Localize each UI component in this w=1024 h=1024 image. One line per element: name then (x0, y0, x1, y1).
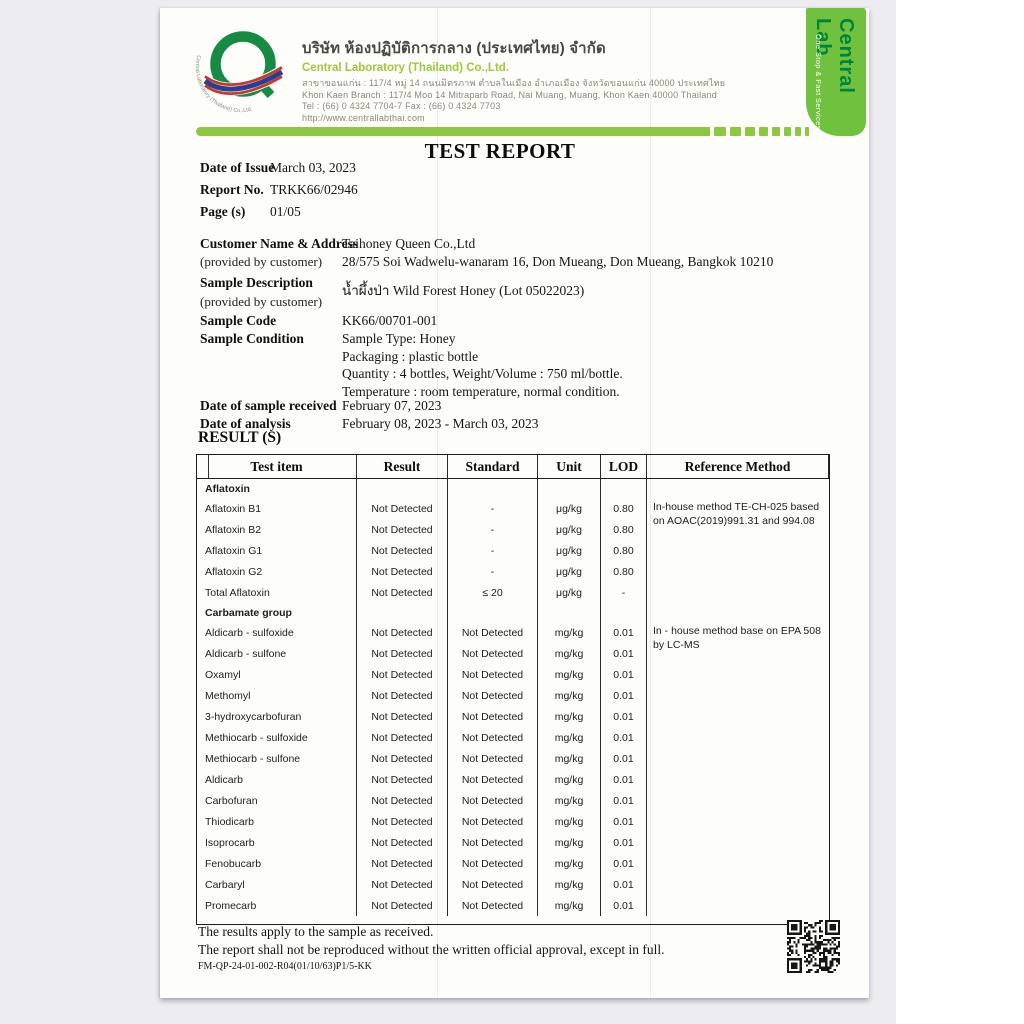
method-cell (647, 664, 829, 685)
unit-cell: μg/kg (538, 540, 601, 561)
reference-method-text: In - house method base on EPA 508 by LC-MS (653, 625, 821, 651)
result-cell (357, 603, 448, 622)
method-cell (647, 603, 829, 622)
standard-cell: Not Detected (448, 622, 538, 643)
standard-cell: - (448, 498, 538, 519)
lod-cell: 0.01 (601, 874, 647, 895)
table-group-row (197, 479, 829, 498)
result-cell: Not Detected (357, 832, 448, 853)
result-cell: Not Detected (357, 706, 448, 727)
table-row (197, 895, 829, 916)
tab-subtitle: One Stop & Fast Services (814, 34, 823, 130)
green-divider-bar (196, 127, 809, 136)
lod-cell: 0.80 (601, 561, 647, 582)
lod-cell: 0.01 (601, 685, 647, 706)
customer-name: Taihoney Queen Co.,Ltd (342, 236, 476, 251)
field-value-date-of-issue: March 03, 2023 (270, 160, 356, 175)
result-cell: Not Detected (357, 685, 448, 706)
table-row (197, 561, 829, 582)
standard-cell: Not Detected (448, 895, 538, 916)
table-header-result: Result (357, 455, 448, 478)
bar-dash (759, 127, 768, 136)
sample-code-value: KK66/00701-001 (342, 313, 438, 328)
lod-cell: 0.01 (601, 811, 647, 832)
qr-code (787, 920, 840, 973)
bar-dash (795, 127, 801, 136)
unit-cell: mg/kg (538, 832, 601, 853)
unit-cell (538, 603, 601, 622)
unit-cell: μg/kg (538, 561, 601, 582)
method-cell (647, 479, 829, 498)
method-cell (647, 582, 829, 603)
test-item-cell: Aflatoxin G1 (197, 540, 357, 561)
standard-cell: ≤ 20 (448, 582, 538, 603)
table-row (197, 790, 829, 811)
lod-cell: 0.01 (601, 643, 647, 664)
field-value-report-no: TRKK66/02946 (270, 182, 358, 197)
test-item-cell: Promecarb (197, 895, 357, 916)
unit-cell (538, 479, 601, 498)
date-analysis-value: February 08, 2023 - March 03, 2023 (342, 416, 539, 431)
sample-condition-line: Temperature : room temperature, normal condition. (342, 383, 620, 399)
footer-form-code: FM-QP-24-01-002-R04(01/10/63)P1/5-KK (198, 961, 372, 972)
unit-cell: μg/kg (538, 498, 601, 519)
table-row (197, 622, 829, 651)
unit-cell: mg/kg (538, 769, 601, 790)
table-header-unit: Unit (538, 455, 601, 478)
standard-cell: Not Detected (448, 790, 538, 811)
central-lab-tab (806, 8, 866, 136)
sample-condition-line: Quantity : 4 bottles, Weight/Volume : 750 ml/bottle. (342, 366, 623, 381)
customer-address: 28/575 Soi Wadwelu-wanaram 16, Don Mueang, Don Mueang, Bangkok 10210 (342, 254, 774, 269)
unit-cell: mg/kg (538, 685, 601, 706)
table-header-reference-method: Reference Method (647, 455, 829, 478)
results-table (196, 454, 830, 925)
test-item-cell: Aldicarb - sulfoxide (197, 622, 357, 643)
result-cell: Not Detected (357, 811, 448, 832)
standard-cell: Not Detected (448, 643, 538, 664)
result-cell (357, 479, 448, 498)
method-cell (647, 622, 829, 651)
bar-dash (730, 127, 741, 136)
test-item-cell: Methomyl (197, 685, 357, 706)
field-label-date-analysis: Date of analysis (200, 416, 291, 431)
standard-cell (448, 603, 538, 622)
table-header-test-item: Test item (197, 455, 357, 478)
result-cell: Not Detected (357, 622, 448, 643)
unit-cell: mg/kg (538, 727, 601, 748)
field-label-date-of-issue: Date of Issue (200, 160, 275, 175)
test-item-cell: Fenobucarb (197, 853, 357, 874)
method-cell (647, 811, 829, 832)
test-item-cell: Carbamate group (197, 603, 357, 622)
method-cell (647, 895, 829, 916)
method-cell (647, 832, 829, 853)
lod-cell: 0.01 (601, 748, 647, 769)
table-row (197, 727, 829, 748)
lod-cell: 0.01 (601, 706, 647, 727)
lod-cell: 0.01 (601, 853, 647, 874)
sample-condition-line: Sample Type: Honey (342, 331, 456, 346)
bar-dash (745, 127, 755, 136)
test-item-cell: Methiocarb - sulfoxide (197, 727, 357, 748)
table-row (197, 685, 829, 706)
standard-cell: Not Detected (448, 769, 538, 790)
unit-cell: mg/kg (538, 622, 601, 643)
unit-cell: μg/kg (538, 582, 601, 603)
test-item-cell: Aldicarb - sulfone (197, 643, 357, 664)
method-cell (647, 727, 829, 748)
table-row (197, 664, 829, 685)
logo-ring-text: Central Laboratory (Thailand) Co.,Ltd. (193, 54, 254, 115)
field-label-sample-code: Sample Code (200, 313, 277, 328)
reference-method-text: In-house method TE-CH-025 based on AOAC(2019)991.31 and 994.08 (653, 501, 820, 527)
result-cell: Not Detected (357, 853, 448, 874)
standard-cell: - (448, 519, 538, 540)
field-value-pages: 01/05 (270, 204, 301, 219)
lod-cell (601, 479, 647, 498)
standard-cell: - (448, 561, 538, 582)
result-cell: Not Detected (357, 790, 448, 811)
bar-solid (196, 127, 710, 136)
company-name-thai: บริษัท ห้องปฏิบัติการกลาง (ประเทศไทย) จำกัด (302, 40, 606, 57)
result-cell: Not Detected (357, 519, 448, 540)
standard-cell: Not Detected (448, 748, 538, 769)
table-header-lod: LOD (601, 455, 647, 478)
table-group-row (197, 603, 829, 622)
test-item-cell: 3-hydroxycarbofuran (197, 706, 357, 727)
address-thai: สาขาขอนแก่น : 117/4 หมู่ 14 ถนนมิตรภาพ ตำบลในเมือง อำเภอเมือง จังหวัดขอนแก่น 40000 ประเทศไทย (302, 78, 726, 88)
table-row (197, 706, 829, 727)
field-label-date-received: Date of sample received (200, 398, 337, 413)
footer-note-2: The report shall not be reproduced without the written official approval, except in full. (198, 942, 665, 957)
lod-cell (601, 603, 647, 622)
test-item-cell: Isoprocarb (197, 832, 357, 853)
table-row (197, 540, 829, 561)
table-row (197, 582, 829, 603)
lod-cell: 0.01 (601, 790, 647, 811)
unit-cell: mg/kg (538, 811, 601, 832)
table-row (197, 874, 829, 895)
method-cell (647, 853, 829, 874)
unit-cell: mg/kg (538, 790, 601, 811)
table-row (197, 853, 829, 874)
method-cell (647, 498, 829, 527)
standard-cell: Not Detected (448, 832, 538, 853)
field-label-sample-condition: Sample Condition (200, 331, 304, 346)
standard-cell: Not Detected (448, 706, 538, 727)
sample-description-value: น้ำผึ้งป่า Wild Forest Honey (Lot 05022023) (342, 283, 585, 298)
lod-cell: 0.01 (601, 727, 647, 748)
bar-dash (772, 127, 780, 136)
standard-cell: Not Detected (448, 853, 538, 874)
test-item-cell: Methiocarb - sulfone (197, 748, 357, 769)
standard-cell: Not Detected (448, 811, 538, 832)
test-item-cell: Oxamyl (197, 664, 357, 685)
test-item-cell: Aldicarb (197, 769, 357, 790)
lod-cell: 0.01 (601, 664, 647, 685)
standard-cell: Not Detected (448, 685, 538, 706)
lod-cell: 0.01 (601, 622, 647, 643)
field-label-customer: Customer Name & Address (200, 236, 359, 251)
table-row (197, 832, 829, 853)
result-cell: Not Detected (357, 895, 448, 916)
table-header-standard: Standard (448, 455, 538, 478)
unit-cell: mg/kg (538, 895, 601, 916)
table-row (197, 748, 829, 769)
method-cell (647, 561, 829, 582)
table-header-row (197, 455, 829, 479)
unit-cell: mg/kg (538, 748, 601, 769)
table-row (197, 811, 829, 832)
company-address (302, 78, 772, 124)
lod-cell: - (601, 582, 647, 603)
field-sublabel-customer: (provided by customer) (200, 254, 323, 269)
method-cell (647, 790, 829, 811)
method-cell (647, 874, 829, 895)
method-cell (647, 769, 829, 790)
unit-cell: mg/kg (538, 643, 601, 664)
method-cell (647, 685, 829, 706)
result-cell: Not Detected (357, 498, 448, 519)
test-item-cell: Carbofuran (197, 790, 357, 811)
lod-cell: 0.01 (601, 832, 647, 853)
central-lab-logo (190, 22, 292, 126)
bar-dash (784, 127, 791, 136)
lod-cell: 0.80 (601, 498, 647, 519)
bar-dash (714, 127, 726, 136)
result-cell: Not Detected (357, 769, 448, 790)
test-item-cell: Carbaryl (197, 874, 357, 895)
tab-title: Central Lab (812, 18, 857, 94)
header-left-tick (208, 455, 209, 478)
method-cell (647, 706, 829, 727)
result-cell: Not Detected (357, 561, 448, 582)
letterhead (302, 36, 772, 124)
result-cell: Not Detected (357, 727, 448, 748)
sample-condition-line: Packaging : plastic bottle (342, 348, 479, 364)
field-label-pages: Page (s) (200, 204, 246, 219)
report-page (160, 8, 869, 998)
test-item-cell: Aflatoxin G2 (197, 561, 357, 582)
lod-cell: 0.01 (601, 895, 647, 916)
result-cell: Not Detected (357, 643, 448, 664)
standard-cell: Not Detected (448, 664, 538, 685)
lod-cell: 0.80 (601, 540, 647, 561)
unit-cell: mg/kg (538, 853, 601, 874)
results-heading: RESULT (S) (198, 429, 282, 446)
standard-cell: Not Detected (448, 727, 538, 748)
test-item-cell: Total Aflatoxin (197, 582, 357, 603)
result-cell: Not Detected (357, 582, 448, 603)
test-item-cell: Aflatoxin B2 (197, 519, 357, 540)
unit-cell: mg/kg (538, 706, 601, 727)
unit-cell: mg/kg (538, 874, 601, 895)
test-item-cell: Aflatoxin (197, 479, 357, 498)
tel-fax: Tel : (66) 0 4324 7704-7 Fax : (66) 0 4324 7703 (302, 101, 501, 111)
field-sublabel-sample-description: (provided by customer) (200, 294, 323, 309)
result-cell: Not Detected (357, 748, 448, 769)
table-row (197, 498, 829, 527)
lod-cell: 0.80 (601, 519, 647, 540)
website-url: http://www.centrallabthai.com (302, 112, 425, 123)
result-cell: Not Detected (357, 540, 448, 561)
method-cell (647, 748, 829, 769)
standard-cell: Not Detected (448, 874, 538, 895)
standard-cell: - (448, 540, 538, 561)
company-name-english: Central Laboratory (Thailand) Co.,Ltd. (302, 62, 510, 74)
footer-note-1: The results apply to the sample as received. (198, 924, 434, 939)
field-label-sample-description: Sample Description (200, 275, 313, 290)
test-item-cell: Thiodicarb (197, 811, 357, 832)
date-received-value: February 07, 2023 (342, 398, 442, 413)
standard-cell (448, 479, 538, 498)
unit-cell: mg/kg (538, 664, 601, 685)
field-label-report-no: Report No. (200, 182, 264, 197)
method-cell (647, 540, 829, 561)
unit-cell: μg/kg (538, 519, 601, 540)
test-item-cell: Aflatoxin B1 (197, 498, 357, 519)
result-cell: Not Detected (357, 874, 448, 895)
report-title: TEST REPORT (424, 139, 576, 163)
table-row (197, 769, 829, 790)
address-english: Khon Kaen Branch : 117/4 Moo 14 Mitraparb Road, Nai Muang, Muang, Khon Kaen 40000 Thailand (302, 89, 717, 100)
result-cell: Not Detected (357, 664, 448, 685)
bar-dash (805, 127, 809, 136)
lod-cell: 0.01 (601, 769, 647, 790)
